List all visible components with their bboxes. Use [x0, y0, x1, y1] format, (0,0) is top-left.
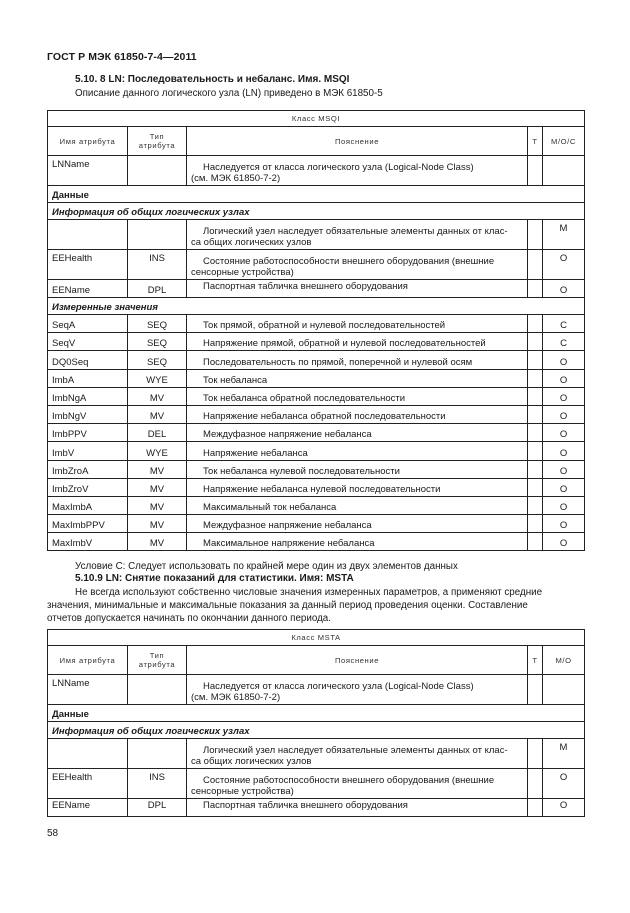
- table-row: [48, 478, 585, 496]
- attr-moc: O: [543, 460, 585, 478]
- attr-name: ImbA: [48, 369, 128, 387]
- attr-type: MV: [128, 533, 187, 551]
- attr-explanation: Последовательность по прямой, поперечной и нулевой осям: [187, 351, 528, 369]
- column-header-explanation: Пояснение: [187, 646, 528, 675]
- attr-explanation: Ток небаланса: [187, 369, 528, 387]
- table-row: [48, 769, 585, 799]
- attr-name: ImbV: [48, 442, 128, 460]
- column-header-moc: M/O/C: [543, 127, 585, 156]
- attr-type: DPL: [128, 280, 187, 298]
- attr-moc: O: [543, 478, 585, 496]
- column-header-type: [128, 127, 187, 156]
- attr-name: LNName: [48, 675, 128, 705]
- attr-moc: C: [543, 315, 585, 333]
- column-header-moc: M/O: [543, 646, 585, 675]
- attr-t: [528, 405, 543, 423]
- attr-name: MaxImbPPV: [48, 515, 128, 533]
- attr-moc: O: [543, 387, 585, 405]
- attr-type: INS: [128, 769, 187, 799]
- msqi-class-table: [47, 110, 585, 551]
- attr-name: ImbNgA: [48, 387, 128, 405]
- table-class-title: Класс MSTA: [48, 630, 585, 646]
- attr-t: [528, 496, 543, 514]
- table-class-title: Класс MSQI: [48, 111, 585, 127]
- table-row: [48, 156, 585, 186]
- section-row-data: Данные: [48, 705, 585, 722]
- section-row-common: Информация об общих логических узлах: [48, 722, 585, 739]
- attr-name: ImbZroA: [48, 460, 128, 478]
- attr-type: MV: [128, 478, 187, 496]
- section-description-msqi: Описание данного логического узла (LN) приведено в МЭК 61850-5: [75, 88, 383, 99]
- attr-type: WYE: [128, 442, 187, 460]
- column-header-t: T: [528, 646, 543, 675]
- attr-name: MaxImbA: [48, 496, 128, 514]
- table-row: [48, 533, 585, 551]
- attr-moc: O: [543, 769, 585, 799]
- attr-t: [528, 533, 543, 551]
- attr-moc: O: [543, 799, 585, 817]
- attr-type: MV: [128, 460, 187, 478]
- attr-type: SEQ: [128, 351, 187, 369]
- attr-name: ImbNgV: [48, 405, 128, 423]
- table-row: [48, 280, 585, 298]
- attr-explanation: Максимальное напряжение небаланса: [187, 533, 528, 551]
- column-header-name: Имя атрибута: [48, 127, 128, 156]
- column-header-type-line2: атрибута: [138, 660, 176, 669]
- attr-t: [528, 351, 543, 369]
- column-header-type-line2: атрибута: [138, 141, 176, 150]
- attr-explanation: Напряжение небаланса обратной последовательности: [187, 405, 528, 423]
- attr-name: SeqV: [48, 333, 128, 351]
- table-row: [48, 369, 585, 387]
- attr-type: MV: [128, 515, 187, 533]
- column-header-type-line1: Тип: [149, 132, 165, 141]
- attr-type: MV: [128, 496, 187, 514]
- attr-explanation: Ток небаланса нулевой последовательности: [187, 460, 528, 478]
- attr-type: WYE: [128, 369, 187, 387]
- attr-explanation: Логический узел наследует обязательные элементы данных от клас- са общих логических узлов: [187, 739, 528, 769]
- section-row-data: Данные: [48, 186, 585, 203]
- section-title-msqi: 5.10. 8 LN: Последовательность и небаланс. Имя. MSQI: [75, 74, 350, 85]
- attr-name: MaxImbV: [48, 533, 128, 551]
- attr-explanation: Междуфазное напряжение небаланса: [187, 424, 528, 442]
- attr-explanation: Ток прямой, обратной и нулевой последовательностей: [187, 315, 528, 333]
- condition-note: Условие С: Следует использовать по крайней мере один из двух элементов данных: [75, 561, 458, 572]
- column-header-type-line1: Тип: [149, 651, 165, 660]
- attr-type: DEL: [128, 424, 187, 442]
- page-number: 58: [47, 828, 59, 839]
- attr-name: DQ0Seq: [48, 351, 128, 369]
- attr-explanation: Наследуется от класса логического узла (Logical-Node Class) (см. МЭК 61850-7-2): [187, 156, 528, 186]
- attr-moc: O: [543, 515, 585, 533]
- attr-moc: M: [543, 739, 585, 769]
- section-title-msta: 5.10.9 LN: Снятие показаний для статистики. Имя: MSTA: [75, 573, 354, 584]
- attr-moc: O: [543, 250, 585, 280]
- attr-name: EEHealth: [48, 769, 128, 799]
- column-header-t: T: [528, 127, 543, 156]
- measured-values-rows: [48, 315, 585, 551]
- attr-moc: M: [543, 220, 585, 250]
- msta-class-table: [47, 629, 585, 817]
- table-row: [48, 496, 585, 514]
- attr-name: EEName: [48, 280, 128, 298]
- attr-explanation: Состояние работоспособности внешнего оборудования (внешние сенсорные устройства): [187, 769, 528, 799]
- attr-explanation: Логический узел наследует обязательные элементы данных от клас- са общих логических узлов: [187, 220, 528, 250]
- attr-explanation: Напряжение прямой, обратной и нулевой последовательностей: [187, 333, 528, 351]
- attr-moc: O: [543, 280, 585, 298]
- table-row: [48, 442, 585, 460]
- attr-t: [528, 333, 543, 351]
- attr-name: EEName: [48, 799, 128, 817]
- attr-t: [528, 369, 543, 387]
- table-row: [48, 515, 585, 533]
- table-row: [48, 387, 585, 405]
- attr-t: [528, 442, 543, 460]
- table-row: [48, 405, 585, 423]
- attr-name: SeqA: [48, 315, 128, 333]
- attr-type: MV: [128, 387, 187, 405]
- attr-name: ImbZroV: [48, 478, 128, 496]
- attr-explanation: Состояние работоспособности внешнего оборудования (внешние сенсорные устройства): [187, 250, 528, 280]
- attr-t: [528, 460, 543, 478]
- attr-type: DPL: [128, 799, 187, 817]
- attr-type: INS: [128, 250, 187, 280]
- table-row: [48, 460, 585, 478]
- table-row: [48, 250, 585, 280]
- attr-type: SEQ: [128, 315, 187, 333]
- attr-name: EEHealth: [48, 250, 128, 280]
- attr-type: SEQ: [128, 333, 187, 351]
- attr-moc: O: [543, 424, 585, 442]
- attr-t: [528, 387, 543, 405]
- table-row: [48, 315, 585, 333]
- attr-explanation: Паспортная табличка внешнего оборудования: [187, 799, 528, 817]
- column-header-type: [128, 646, 187, 675]
- attr-explanation: Наследуется от класса логического узла (Logical-Node Class) (см. МЭК 61850-7-2): [187, 675, 528, 705]
- section-paragraph-msta: Не всегда используют собственно числовые значения измеренных параметров, а применяют средние значения, минимальные и максимальные показания за данный период проведения оценки. Составление отчетов допускается начинать по окончании данного периода.: [47, 587, 543, 624]
- attr-moc: O: [543, 369, 585, 387]
- attr-t: [528, 515, 543, 533]
- attr-explanation: Максимальный ток небаланса: [187, 496, 528, 514]
- attr-t: [528, 315, 543, 333]
- table-row: [48, 351, 585, 369]
- table-row: [48, 333, 585, 351]
- attr-moc: O: [543, 496, 585, 514]
- document-header: ГОСТ Р МЭК 61850-7-4—2011: [47, 51, 197, 63]
- attr-t: [528, 478, 543, 496]
- attr-explanation: Напряжение небаланса нулевой последовательности: [187, 478, 528, 496]
- section-row-measured: Измеренные значения: [48, 298, 585, 315]
- attr-moc: O: [543, 405, 585, 423]
- attr-explanation: Паспортная табличка внешнего оборудования: [187, 280, 528, 298]
- attr-name: LNName: [48, 156, 128, 186]
- attr-t: [528, 424, 543, 442]
- table-row: [48, 220, 585, 250]
- attr-explanation: Ток небаланса обратной последовательности: [187, 387, 528, 405]
- attr-explanation: Междуфазное напряжение небаланса: [187, 515, 528, 533]
- column-header-explanation: Пояснение: [187, 127, 528, 156]
- section-row-common: Информация об общих логических узлах: [48, 203, 585, 220]
- table-row: [48, 424, 585, 442]
- table-row: [48, 739, 585, 769]
- attr-type: MV: [128, 405, 187, 423]
- attr-moc: C: [543, 333, 585, 351]
- attr-moc: O: [543, 442, 585, 460]
- attr-moc: O: [543, 351, 585, 369]
- column-header-name: Имя атрибута: [48, 646, 128, 675]
- attr-name: ImbPPV: [48, 424, 128, 442]
- table-row: [48, 675, 585, 705]
- attr-moc: O: [543, 533, 585, 551]
- attr-explanation: Напряжение небаланса: [187, 442, 528, 460]
- table-row: [48, 799, 585, 817]
